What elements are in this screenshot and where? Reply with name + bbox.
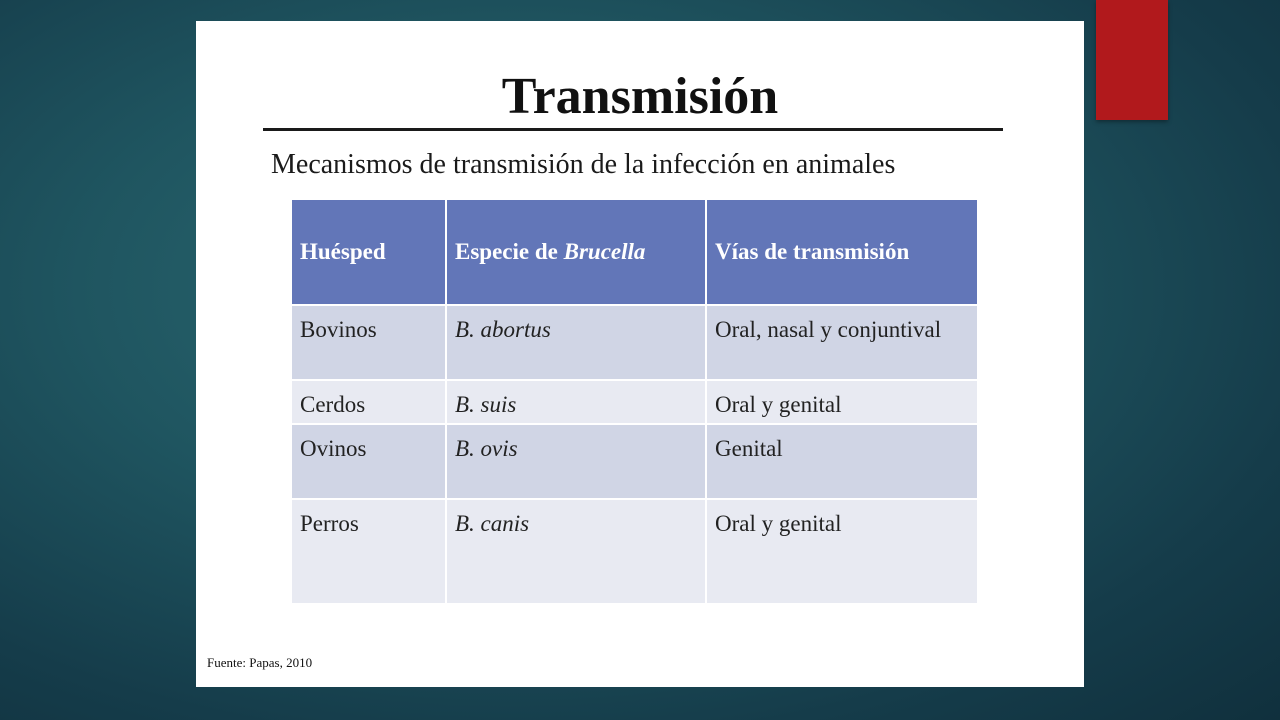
cell-host: Bovinos [291, 305, 446, 380]
transmission-table [290, 198, 979, 605]
cell-routes: Oral y genital [706, 499, 978, 604]
cell-routes: Oral, nasal y conjuntival [706, 305, 978, 380]
slide-subtitle: Mecanismos de transmisión de la infección en animales [271, 149, 896, 180]
header-routes: Vías de transmisión [706, 199, 978, 305]
slide [196, 21, 1084, 687]
cell-routes: Genital [706, 424, 978, 499]
cell-species: B. abortus [446, 305, 706, 380]
table-header-row [291, 199, 978, 305]
table-row [291, 380, 978, 424]
slide-title: Transmisión [501, 68, 779, 125]
header-species-genus: Brucella [563, 239, 646, 264]
table-row [291, 424, 978, 499]
cell-species: B. canis [446, 499, 706, 604]
table-row [291, 499, 978, 604]
table-row [291, 305, 978, 380]
cell-routes: Oral y genital [706, 380, 978, 424]
cell-host: Ovinos [291, 424, 446, 499]
header-species [446, 199, 706, 305]
cell-species: B. ovis [446, 424, 706, 499]
cell-host: Cerdos [291, 380, 446, 424]
source-citation: Fuente: Papas, 2010 [207, 655, 313, 670]
header-host: Huésped [291, 199, 446, 305]
header-species-prefix: Especie de [455, 239, 564, 264]
cell-species: B. suis [446, 380, 706, 424]
cell-host: Perros [291, 499, 446, 604]
accent-bar [1096, 0, 1168, 120]
title-divider [263, 128, 1003, 131]
